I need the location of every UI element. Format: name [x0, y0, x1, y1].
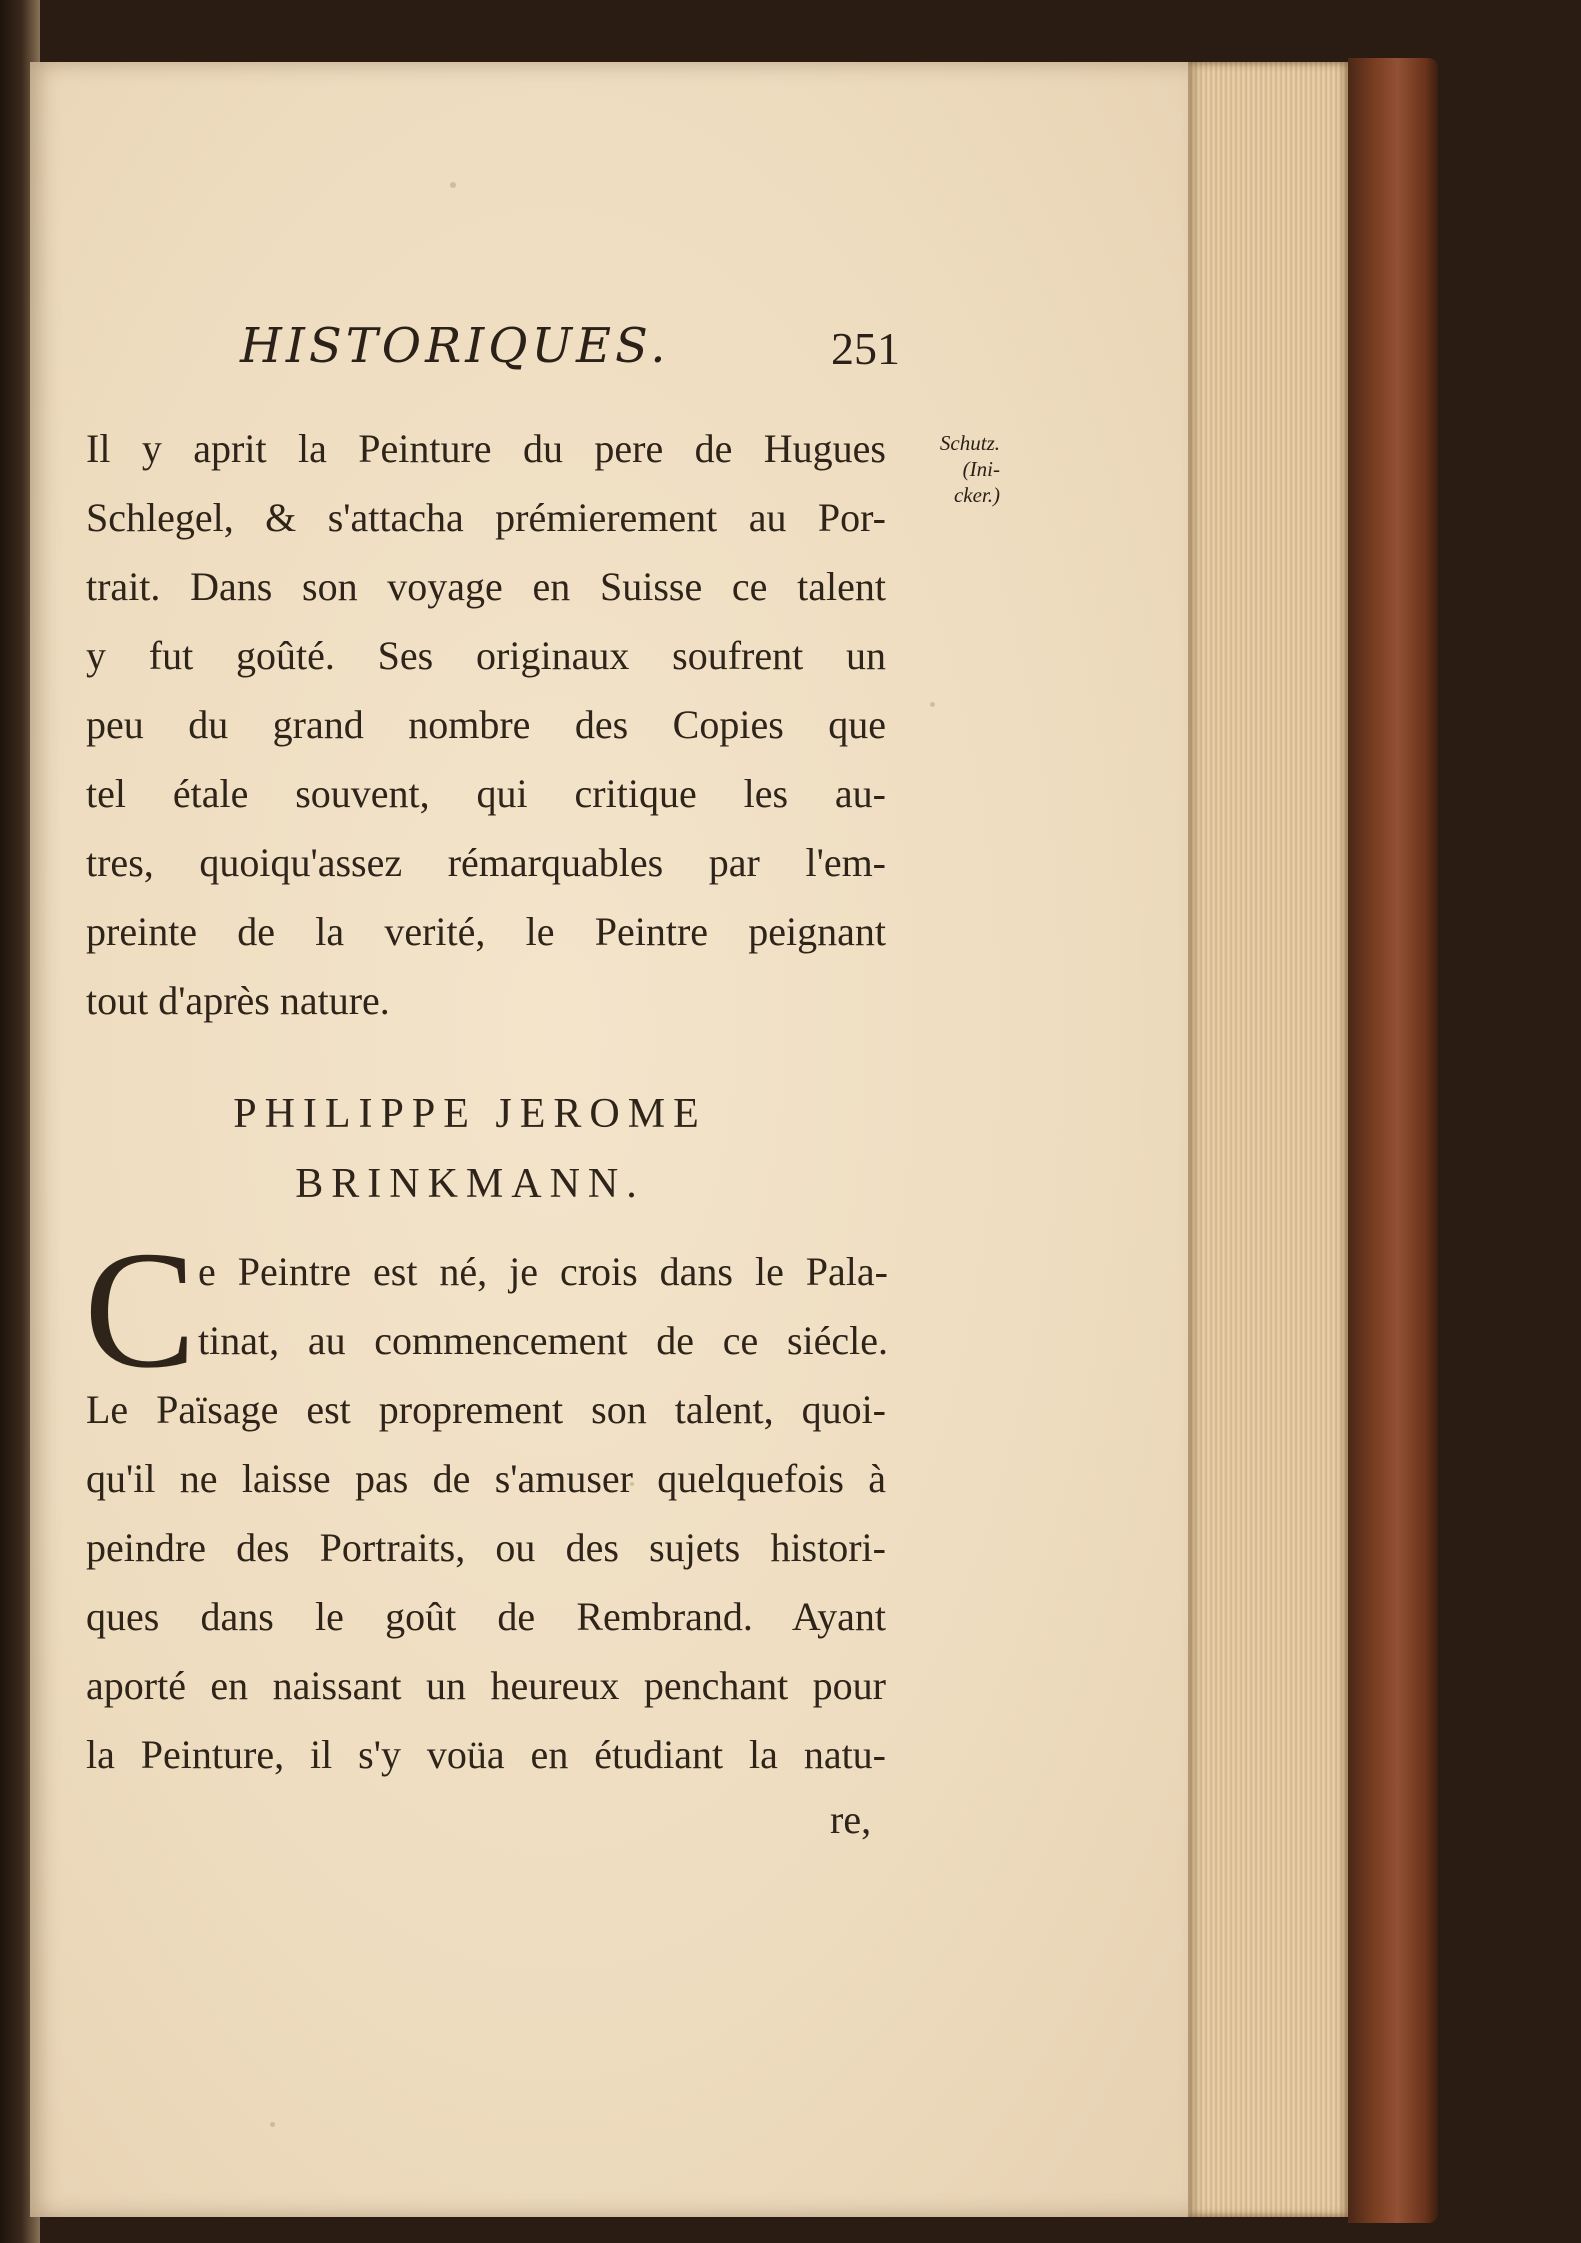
section-title-line: PHILIPPE JEROME: [233, 1091, 707, 1137]
text-line: aporté en naissant un heureux penchant pour: [86, 1663, 886, 1708]
leather-cover: [1348, 58, 1438, 2223]
text-line: Il y aprit la Peinture du pere de Hugues: [86, 426, 886, 471]
paper-speck: [270, 2122, 275, 2127]
running-head: [240, 318, 900, 388]
section-title-line: BRINKMANN.: [295, 1161, 645, 1207]
text-line: trait. Dans son voyage en Suisse ce talent: [86, 564, 886, 609]
page-number: 251: [831, 323, 900, 374]
running-head-title: HISTORIQUES.: [240, 318, 670, 374]
paper-speck: [930, 702, 935, 707]
text-line: ques dans le goût de Rembrand. Ayant: [86, 1594, 886, 1639]
text-line: peu du grand nombre des Copies que: [86, 702, 886, 747]
text-line: tel étale souvent, qui critique les au-: [86, 771, 886, 816]
text-line: Schlegel, & s'attacha prémierement au Por-: [86, 495, 886, 540]
text-line: la Peinture, il s'y voüa en étudiant la natu-: [86, 1732, 886, 1777]
paper-speck: [450, 182, 456, 188]
text-line: preinte de la verité, le Peintre peignant: [86, 909, 886, 954]
text-line: qu'il ne laisse pas de s'amuser quelquefois à: [86, 1456, 886, 1501]
text-line: tinat, au commencement de ce siécle.: [198, 1318, 888, 1363]
text-line: tres, quoiqu'assez rémarquables par l'em-: [86, 840, 886, 885]
text-line: y fut goûté. Ses originaux soufrent un: [86, 633, 886, 678]
margin-note: [880, 430, 1000, 508]
text-line: Le Païsage est proprement son talent, quoi-: [86, 1387, 886, 1432]
drop-cap: C: [84, 1217, 197, 1403]
text-line: e Peintre est né, je crois dans le Pala-: [198, 1249, 888, 1294]
page-block-edge: [1188, 62, 1348, 2217]
text-line: peindre des Portraits, ou des sujets histori-: [86, 1525, 886, 1570]
catchword: re,: [830, 1797, 872, 1842]
text-line: tout d'après nature.: [86, 978, 390, 1023]
margin-note-line: Schutz.: [939, 431, 1000, 455]
margin-note-line: (Ini-: [962, 457, 1000, 481]
margin-note-line: cker.): [953, 483, 1000, 507]
